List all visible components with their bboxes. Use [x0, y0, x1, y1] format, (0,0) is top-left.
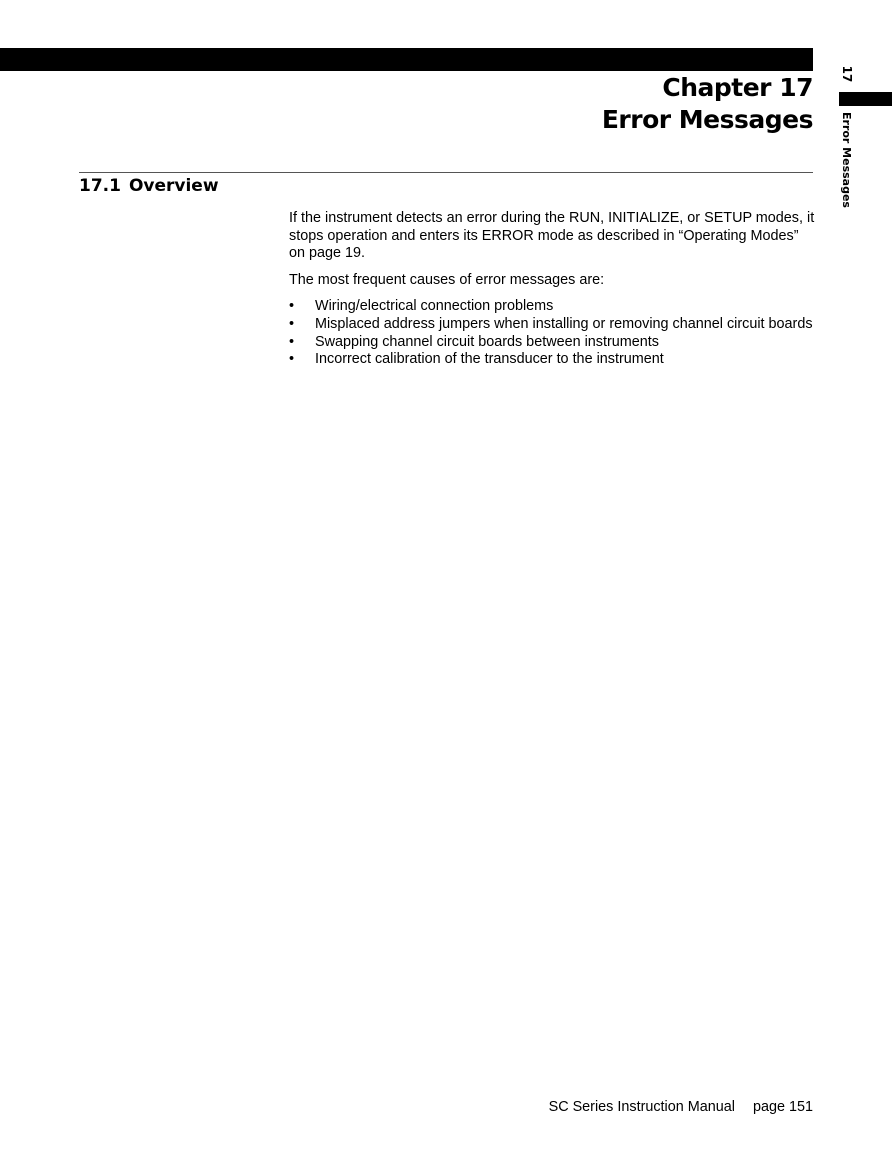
chapter-label: Chapter 17 — [662, 73, 813, 102]
chapter-heading — [602, 72, 813, 136]
section-divider — [79, 172, 813, 173]
chapter-title: Error Messages — [601, 105, 813, 134]
bullet-icon: • — [289, 298, 295, 315]
side-tab-number: 17 — [840, 65, 854, 83]
footer-page-number: page 151 — [752, 1099, 813, 1115]
causes-intro-paragraph: The most frequent causes of error messages are: — [289, 271, 605, 288]
footer-manual-title: SC Series Instruction Manual — [548, 1099, 735, 1115]
list-item-text: Misplaced address jumpers when installing or removing channel circuit boards — [315, 315, 813, 332]
list-item-text: Incorrect calibration of the transducer to the instrument — [315, 351, 664, 368]
side-tab-title: Error Messages — [840, 112, 853, 208]
list-item — [289, 351, 815, 369]
bullet-icon: • — [289, 315, 295, 332]
list-item-text: Swapping channel circuit boards between instruments — [315, 333, 659, 350]
intro-paragraph: If the instrument detects an error during the RUN, INITIALIZE, or SETUP modes, it stops operation and enters its ERROR mode as described in “Operating Modes” on page 19. — [289, 210, 815, 262]
causes-list — [289, 298, 815, 368]
section-title: Overview — [128, 176, 219, 196]
bullet-icon: • — [289, 333, 295, 350]
list-item — [289, 334, 815, 352]
side-tab-marker — [839, 92, 892, 106]
section-heading — [79, 175, 219, 197]
list-item-text: Wiring/electrical connection problems — [315, 298, 554, 315]
section-number: 17.1 — [79, 176, 121, 196]
bullet-icon: • — [289, 351, 295, 368]
section-body — [289, 210, 815, 369]
list-item — [289, 316, 815, 334]
list-item — [289, 298, 815, 316]
page-footer — [549, 1098, 813, 1116]
header-bar — [0, 48, 813, 71]
